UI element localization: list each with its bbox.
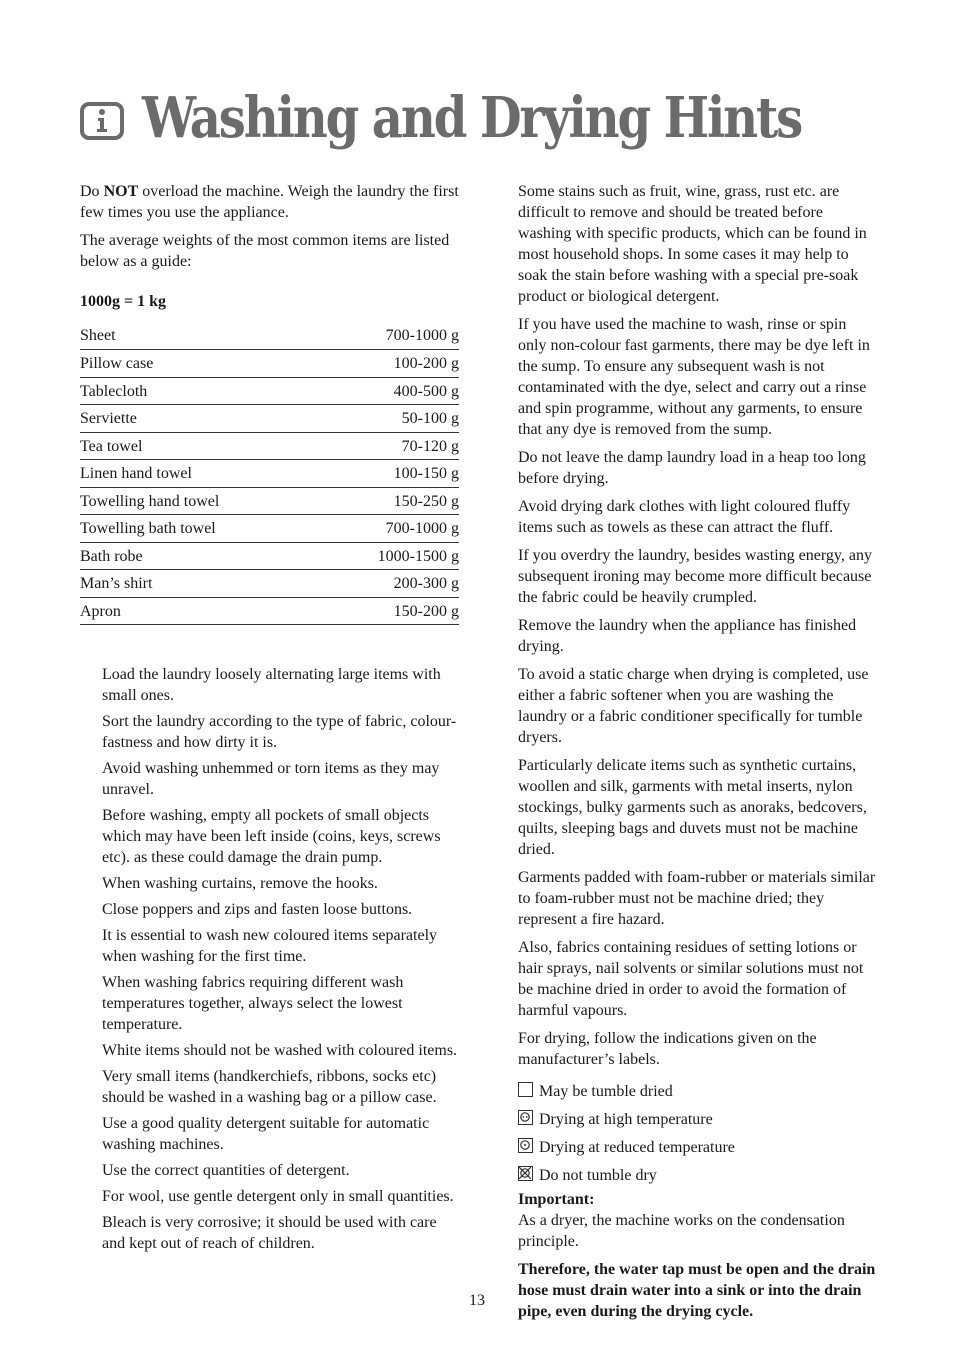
weights-intro: The average weights of the most common items are listed below as a guide:	[80, 232, 450, 270]
care-symbols	[518, 1077, 878, 1189]
drying-hint: To avoid a static charge when drying is completed, use either a fabric softener when you are washing the laundry or a fabric conditioner specifically for tumble dryers.	[518, 666, 869, 746]
item-name: Tea towel	[80, 437, 143, 455]
important-heading: Important:	[518, 1191, 595, 1208]
table-row	[80, 433, 459, 461]
table-row	[80, 570, 459, 598]
hint-item: Use a good quality detergent suitable for automatic washing machines.	[102, 1115, 430, 1153]
item-name: Sheet	[80, 327, 116, 344]
table-row	[80, 488, 459, 516]
hint-item: Sort the laundry according to the type of fabric, colour-fastness and how dirty it is.	[102, 713, 457, 751]
care-symbol-label: Drying at reduced temperature	[539, 1138, 735, 1156]
hint-item: Avoid washing unhemmed or torn items as they may unravel.	[102, 760, 440, 798]
table-row	[80, 378, 459, 406]
tumble-dry-icon	[518, 1082, 533, 1097]
item-name: Pillow case	[80, 355, 154, 372]
item-weight: 700-1000 g	[385, 327, 459, 344]
important-text: As a dryer, the machine works on the condensation principle.	[518, 1212, 845, 1250]
item-weight: 50-100 g	[401, 410, 459, 427]
info-icon	[80, 102, 124, 140]
important-bold-text: Therefore, the water tap must be open and the drain hose must drain water into a sink or into the drain pipe, even during the drying cycle.	[518, 1261, 876, 1320]
left-column	[80, 181, 460, 1259]
item-weight: 700-1000 g	[385, 520, 459, 537]
drying-hint: For drying, follow the indications given on the manufacturer’s labels.	[518, 1030, 817, 1068]
weights-table	[80, 322, 459, 625]
item-weight: 100-150 g	[393, 465, 459, 482]
item-name: Towelling hand towel	[80, 492, 220, 510]
item-weight: 400-500 g	[393, 382, 459, 400]
no-tumble-dry-icon	[518, 1166, 533, 1181]
table-row	[80, 460, 459, 488]
drying-hints	[518, 181, 878, 1070]
item-name: Tablecloth	[80, 382, 148, 400]
hint-item: Bleach is very corrosive; it should be used with care and kept out of reach of children.	[102, 1214, 437, 1252]
drying-hint: Avoid drying dark clothes with light coloured fluffy items such as towels as these can attract the fluff.	[518, 498, 851, 536]
care-symbol-label: May be tumble dried	[539, 1082, 673, 1100]
care-symbol-item	[518, 1077, 878, 1105]
care-symbol-label: Drying at high temperature	[539, 1110, 713, 1128]
item-name: Man’s shirt	[80, 575, 153, 592]
item-weight: 150-250 g	[393, 492, 459, 510]
care-symbol-item	[518, 1133, 878, 1161]
tumble-dry-high-icon	[518, 1110, 533, 1125]
table-row	[80, 322, 459, 350]
drying-hint: Also, fabrics containing residues of setting lotions or hair sprays, nail solvents or similar solutions must not be machine dried in order to avoid the formation of harmful vapours.	[518, 939, 864, 1019]
drying-hint: Do not leave the damp laundry load in a heap too long before drying.	[518, 449, 866, 487]
table-row	[80, 350, 459, 378]
table-row	[80, 515, 459, 543]
washing-hints-list	[80, 664, 460, 1254]
table-row	[80, 598, 459, 626]
drying-hint: Garments padded with foam-rubber or materials similar to foam-rubber must not be machine dried; they represent a fire hazard.	[518, 869, 876, 928]
item-weight: 200-300 g	[393, 575, 459, 592]
hint-item: White items should not be washed with coloured items.	[102, 1042, 458, 1059]
item-name: Linen hand towel	[80, 465, 192, 482]
item-weight: 1000-1500 g	[377, 547, 459, 565]
hint-item: It is essential to wash new coloured items separately when washing for the first time.	[102, 927, 438, 965]
hint-item: Load the laundry loosely alternating large items with small ones.	[102, 666, 441, 704]
care-symbol-item	[518, 1105, 878, 1133]
care-symbol-label: Do not tumble dry	[539, 1166, 657, 1184]
drying-hint: Remove the laundry when the appliance has finished drying.	[518, 617, 857, 655]
drying-hint: Some stains such as fruit, wine, grass, rust etc. are difficult to remove and should be treated before washing with specific products, which can be found in most household shops. In some cases it may help to soak the stain before washing with a special pre-soak product or biological detergent.	[518, 183, 867, 305]
unit-note: 1000g = 1 kg	[80, 293, 167, 310]
item-weight: 100-200 g	[393, 355, 459, 372]
page-title	[80, 82, 908, 154]
page-number: 13	[469, 1292, 485, 1309]
drying-hint: Particularly delicate items such as synthetic curtains, woollen and silk, garments with metal inserts, nylon stockings, bulky garments such as anoraks, bedcovers, quilts, sleeping bags and duvets must not be machine dried.	[518, 757, 867, 858]
item-weight: 70-120 g	[401, 437, 459, 455]
item-name: Bath robe	[80, 547, 143, 565]
overload-warning: Do NOT overload the machine. Weigh the laundry the first few times you use the appliance.	[80, 183, 459, 221]
tumble-dry-low-icon	[518, 1138, 533, 1153]
hint-item: When washing curtains, remove the hooks.	[102, 875, 378, 892]
drying-hint: If you overdry the laundry, besides wasting energy, any subsequent ironing may become more difficult because the fabric could be heavily crumpled.	[518, 547, 872, 606]
table-row	[80, 543, 459, 571]
item-name: Serviette	[80, 410, 137, 427]
item-weight: 150-200 g	[393, 602, 459, 620]
hint-item: Close poppers and zips and fasten loose buttons.	[102, 901, 413, 918]
hint-item: Very small items (handkerchiefs, ribbons, socks etc) should be washed in a washing bag or a pillow case.	[102, 1068, 437, 1106]
item-name: Apron	[80, 602, 121, 620]
title-text: Washing and Drying Hints	[142, 85, 802, 151]
item-name: Towelling bath towel	[80, 520, 216, 537]
hint-item: Use the correct quantities of detergent.	[102, 1162, 350, 1179]
hint-item: When washing fabrics requiring different wash temperatures together, always select the lowest temperature.	[102, 974, 404, 1033]
hint-item: For wool, use gentle detergent only in small quantities.	[102, 1188, 454, 1205]
right-column	[518, 181, 878, 1329]
care-symbol-item	[518, 1161, 878, 1189]
drying-hint: If you have used the machine to wash, rinse or spin only non-colour fast garments, there may be dye left in the sump. To ensure any subsequent wash is not contaminated with the dye, select and carry out a rinse and spin programme, without any garments, to ensure that any dye is removed from the sump.	[518, 316, 870, 438]
table-row	[80, 405, 459, 433]
hint-item: Before washing, empty all pockets of small objects which may have been left inside (coins, keys, screws etc). as these could damage the drain pump.	[102, 807, 441, 866]
